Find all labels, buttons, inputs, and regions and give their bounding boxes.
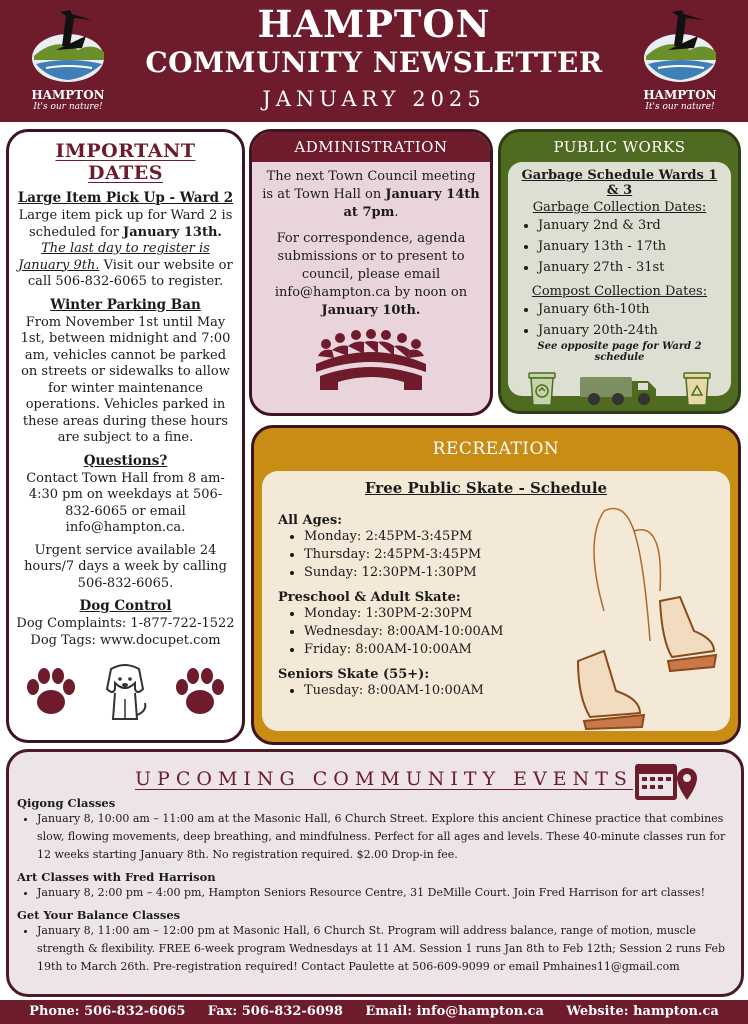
council-meeting-lead: The next Town Council meeting is at Town Hall on <box>262 169 476 202</box>
newsletter-subtitle: COMMUNITY NEWSLETTER <box>145 46 603 79</box>
dog-icon <box>97 659 153 725</box>
event-details <box>17 922 733 976</box>
dog-icons <box>15 659 236 725</box>
large-item-text-lead: Large item pick up for Ward 2 is scheduled for <box>18 208 233 240</box>
large-item-date: January 13th. <box>123 224 222 240</box>
garbage-dates-list <box>516 215 723 278</box>
list-item: • January 2nd & 3rd <box>538 215 723 236</box>
contact-footer <box>0 1000 748 1024</box>
recreation-heading: RECREATION <box>432 439 560 459</box>
list-item: • Thursday: 2:45PM-3:45PM <box>304 546 714 564</box>
ice-skates-icon <box>564 501 724 731</box>
skate-group-name: All Ages: <box>278 513 343 528</box>
event-name: Get Your Balance Classes <box>17 908 181 922</box>
footer-phone: Phone: 506-832-6065 <box>29 1004 186 1019</box>
garbage-truck-icon <box>578 369 660 407</box>
list-item: • Sunday: 12:30PM-1:30PM <box>304 564 714 582</box>
heron-logo-icon <box>638 6 722 90</box>
events-heading-text: UPCOMING COMMUNITY EVENTS <box>135 768 633 790</box>
large-item-deadline: The last day to register is January 9th. <box>18 241 210 273</box>
footer-website: Website: hampton.ca <box>566 1004 719 1019</box>
administration-heading: ADMINISTRATION <box>252 132 490 162</box>
list-item: • January 20th-24th <box>538 320 723 341</box>
event-name: Art Classes with Fred Harrison <box>17 870 216 884</box>
list-item: • Monday: 2:45PM-3:45PM <box>304 528 714 546</box>
council-chamber-icon <box>312 328 430 392</box>
parking-ban-title: Winter Parking Ban <box>50 296 201 313</box>
collection-icons <box>516 369 723 407</box>
hampton-logo-right <box>630 6 730 120</box>
garbage-collection-label: Garbage Collection Dates: <box>532 200 707 215</box>
administration-panel <box>249 129 493 416</box>
logo-name: HAMPTON <box>643 88 717 102</box>
footer-email: Email: info@hampton.ca <box>365 1004 544 1019</box>
event-details <box>17 884 733 902</box>
compost-dates-list <box>516 299 723 341</box>
list-item: • January 8, 2:00 pm – 4:00 pm, Hampton Seniors Resource Centre, 31 DeMille Court. Join Fred Harrison for art classes! <box>37 884 733 902</box>
parking-ban-text: From November 1st until May 1st, between midnight and 7:00 am, vehicles cannot be parked on streets or sidewalks to allow for winter maintenance operations. Vehicles parked in these areas during these hours are subject to a fine. <box>20 314 231 445</box>
garbage-schedule-title: Garbage Schedule Wards 1 & 3 <box>521 168 718 198</box>
important-dates-heading: IMPORTANT DATES <box>55 140 196 184</box>
council-meeting-text <box>252 168 490 222</box>
event-details <box>17 810 733 864</box>
list-item: • January 8, 10:00 am – 11:00 am at the Masonic Hall, 6 Church Street. Explore this ancient Chinese practice that combines slow, flowing movements, deep breathing, and mindfulness. Perfect for all ages and levels. These 40-minute classes run for 12 weeks starting January 8th. No registration required. $2.00 Drop-in fee. <box>37 810 733 864</box>
event-name: Qigong Classes <box>17 796 116 810</box>
council-meeting-tail: . <box>394 205 399 220</box>
list-item: • January 27th - 31st <box>538 257 723 278</box>
calendar-location-icon <box>633 758 701 802</box>
public-works-heading: PUBLIC WORKS <box>553 138 686 156</box>
paw-print-icon <box>174 667 226 717</box>
newsletter-date: JANUARY 2025 <box>262 87 486 111</box>
list-item: • January 6th-10th <box>538 299 723 320</box>
newsletter-header <box>0 0 748 122</box>
public-works-panel <box>498 129 741 414</box>
dog-control-title: Dog Control <box>79 598 172 614</box>
important-dates-panel <box>6 129 245 743</box>
large-item-text <box>15 208 236 291</box>
list-item: • January 8, 11:00 am – 12:00 pm at Masonic Hall, 6 Church St. Program will address balance, range of motion, muscle strength & flexibility. FREE 6-week program Wednesdays at 11 AM. Session 1 runs Jan 8th to Feb 12th; Session 2 runs Feb 19th to March 26th. Pre-registration required! Contact Paulette at 506-609-9099 or email Pmhaines11@gmail.com <box>37 922 733 976</box>
list-item: • Wednesday: 8:00AM-10:00AM <box>304 623 714 641</box>
list-item: • January 13th - 17th <box>538 236 723 257</box>
recreation-content <box>262 471 730 731</box>
questions-contact: Contact Town Hall from 8 am-4:30 pm on weekdays at 506-832-6065 or email info@hampton.ca. <box>26 470 225 535</box>
recycling-bin-icon <box>682 369 712 407</box>
skate-group-name: Preschool & Adult Skate: <box>278 590 461 605</box>
recreation-panel <box>251 425 741 745</box>
events-list <box>9 796 741 976</box>
ward-2-note: See opposite page for Ward 2 schedule <box>537 341 702 363</box>
large-item-text-tail: Visit our website or call 506-832-6065 to register. <box>27 257 233 289</box>
list-item: • Friday: 8:00AM-10:00AM <box>304 641 714 659</box>
correspondence-deadline: January 10th. <box>321 303 421 318</box>
dog-complaints: Dog Complaints: 1-877-722-1522 <box>16 616 235 631</box>
large-item-title: Large Item Pick Up - Ward 2 <box>17 190 234 206</box>
logo-tagline: It's our nature! <box>645 102 715 112</box>
public-works-content <box>508 162 731 396</box>
compost-bin-icon <box>527 369 557 407</box>
council-chamber-graphic <box>252 328 490 396</box>
logo-name: HAMPTON <box>31 88 105 102</box>
events-panel <box>6 749 744 997</box>
newsletter-title: HAMPTON <box>257 2 491 46</box>
list-item: • Tuesday: 8:00AM-10:00AM <box>304 682 714 700</box>
logo-tagline: It's our nature! <box>33 102 103 112</box>
heron-logo-icon <box>26 6 110 90</box>
header-titles <box>110 2 638 112</box>
hampton-logo-left <box>18 6 118 120</box>
council-meeting-date: January 14th at 7pm <box>343 187 480 220</box>
skate-group-name: Seniors Skate (55+): <box>278 667 430 682</box>
compost-collection-label: Compost Collection Dates: <box>531 284 708 299</box>
correspondence-text <box>252 230 490 320</box>
correspondence-lead: For correspondence, agenda submissions or to present to council, please email info@hampton.ca by noon on <box>274 231 468 300</box>
list-item: • Monday: 1:30PM-2:30PM <box>304 605 714 623</box>
questions-title: Questions? <box>83 452 168 469</box>
dog-tags: Dog Tags: www.docupet.com <box>30 632 221 648</box>
footer-fax: Fax: 506-832-6098 <box>207 1004 343 1019</box>
paw-print-icon <box>25 667 77 717</box>
skate-schedule-title: Free Public Skate - Schedule <box>364 479 608 497</box>
urgent-service: Urgent service available 24 hours/7 days a week by calling 506-832-6065. <box>24 542 227 591</box>
